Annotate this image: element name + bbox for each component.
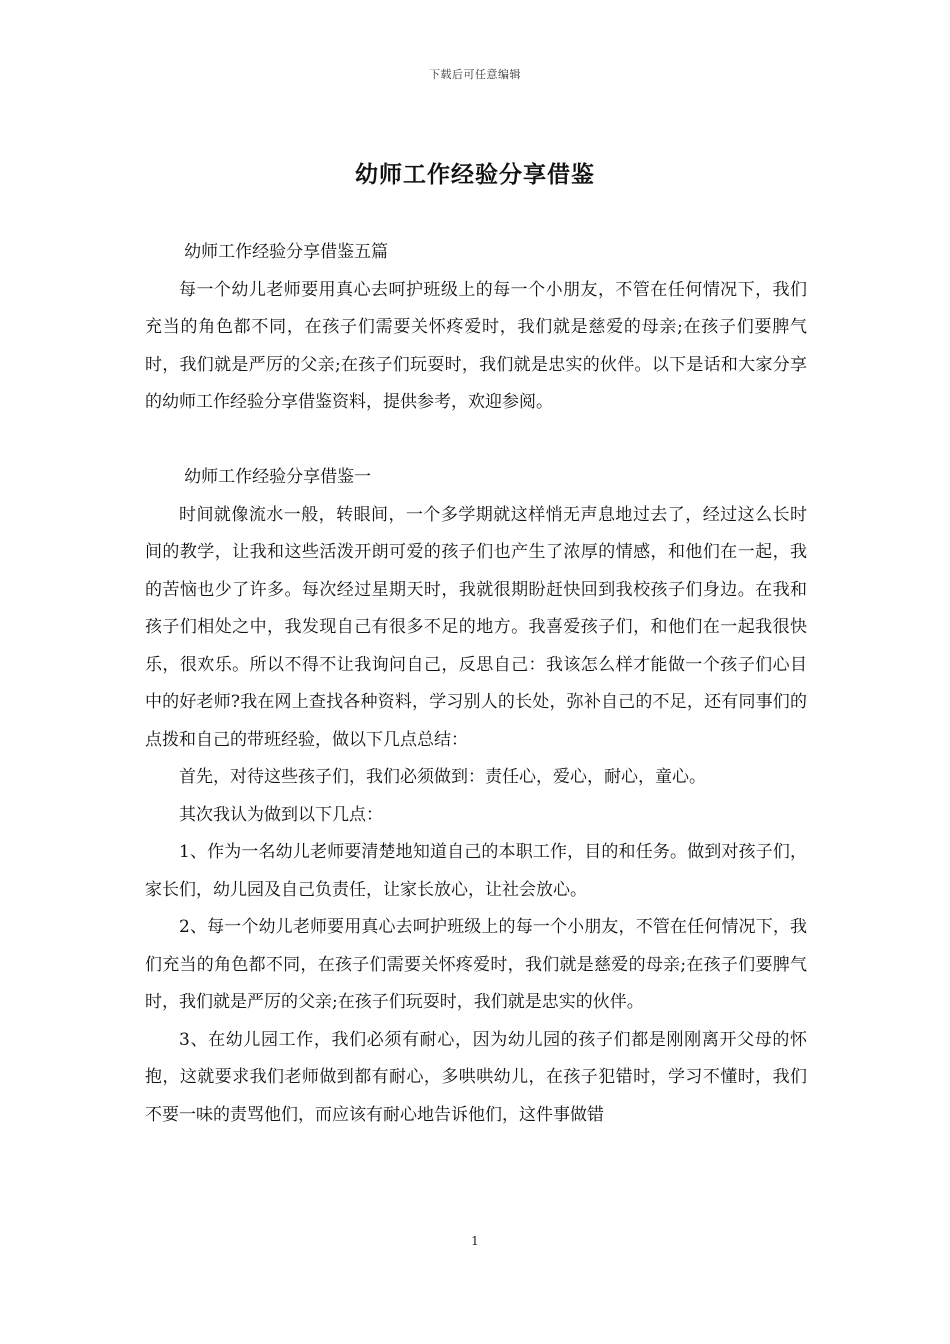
list-item-2: 2、每一个幼儿老师要用真心去呵护班级上的每一个小朋友，不管在任何情况下，我们充当的角色都不同，在孩子们需要关怀疼爱时，我们就是慈爱的母亲;在孩子们要脾气时，我们就是严厉的父亲;在孩子们玩耍时，我们就是忠实的伙伴。 — [145, 917, 807, 1012]
section-heading-one: 幼师工作经验分享借鉴一 — [184, 467, 372, 487]
body-paragraph: 时间就像流水一般，转眼间，一个多学期就这样悄无声息地过去了，经过这么长时间的教学，让我和这些活泼开朗可爱的孩子们也产生了浓厚的情感，和他们在一起，我的苦恼也少了许多。每次经过星期天时，我就很期盼赶快回到我校孩子们身边。在我和孩子们相处之中，我发现自己有很多不足的地方。我喜爱孩子们，和他们在一起我很快乐，很欢乐。所以不得不让我询问自己，反思自己：我该怎么样才能做一个孩子们心目中的好老师?我在网上查找各种资料，学习别人的长处，弥补自己的不足，还有同事们的点拨和自己的带班经验，做以下几点总结： — [145, 504, 807, 750]
intro-paragraph: 每一个幼儿老师要用真心去呵护班级上的每一个小朋友，不管在任何情况下，我们充当的角色都不同，在孩子们需要关怀疼爱时，我们就是慈爱的母亲;在孩子们要脾气时，我们就是严厉的父亲;在孩子们玩耍时，我们就是忠实的伙伴。以下是话和大家分享的幼师工作经验分享借鉴资料，提供参考，欢迎参阅。 — [145, 279, 807, 412]
blank-line — [145, 422, 807, 460]
list-item-1: 1、作为一名幼儿老师要清楚地知道自己的本职工作，目的和任务。做到对孩子们，家长们，幼儿园及自己负责任，让家长放心，让社会放心。 — [145, 842, 807, 900]
document-body — [145, 234, 807, 1134]
list-item-3: 3、在幼儿园工作，我们必须有耐心，因为幼儿园的孩子们都是刚刚离开父母的怀抱，这就要求我们老师做到都有耐心，多哄哄幼儿，在孩子犯错时，学习不懂时，我们不要一味的责骂他们，而应该有耐心地告诉他们，这件事做错 — [145, 1029, 807, 1125]
intro-heading: 幼师工作经验分享借鉴五篇 — [184, 242, 389, 262]
document-title: 幼师工作经验分享借鉴 — [355, 161, 595, 188]
body-paragraph: 其次我认为做到以下几点： — [179, 804, 383, 825]
body-paragraph: 首先，对待这些孩子们，我们必须做到：责任心，爱心，耐心，童心。 — [179, 767, 706, 787]
page-number: 1 — [471, 1234, 479, 1248]
header-note: 下载后可任意编辑 — [429, 68, 521, 81]
